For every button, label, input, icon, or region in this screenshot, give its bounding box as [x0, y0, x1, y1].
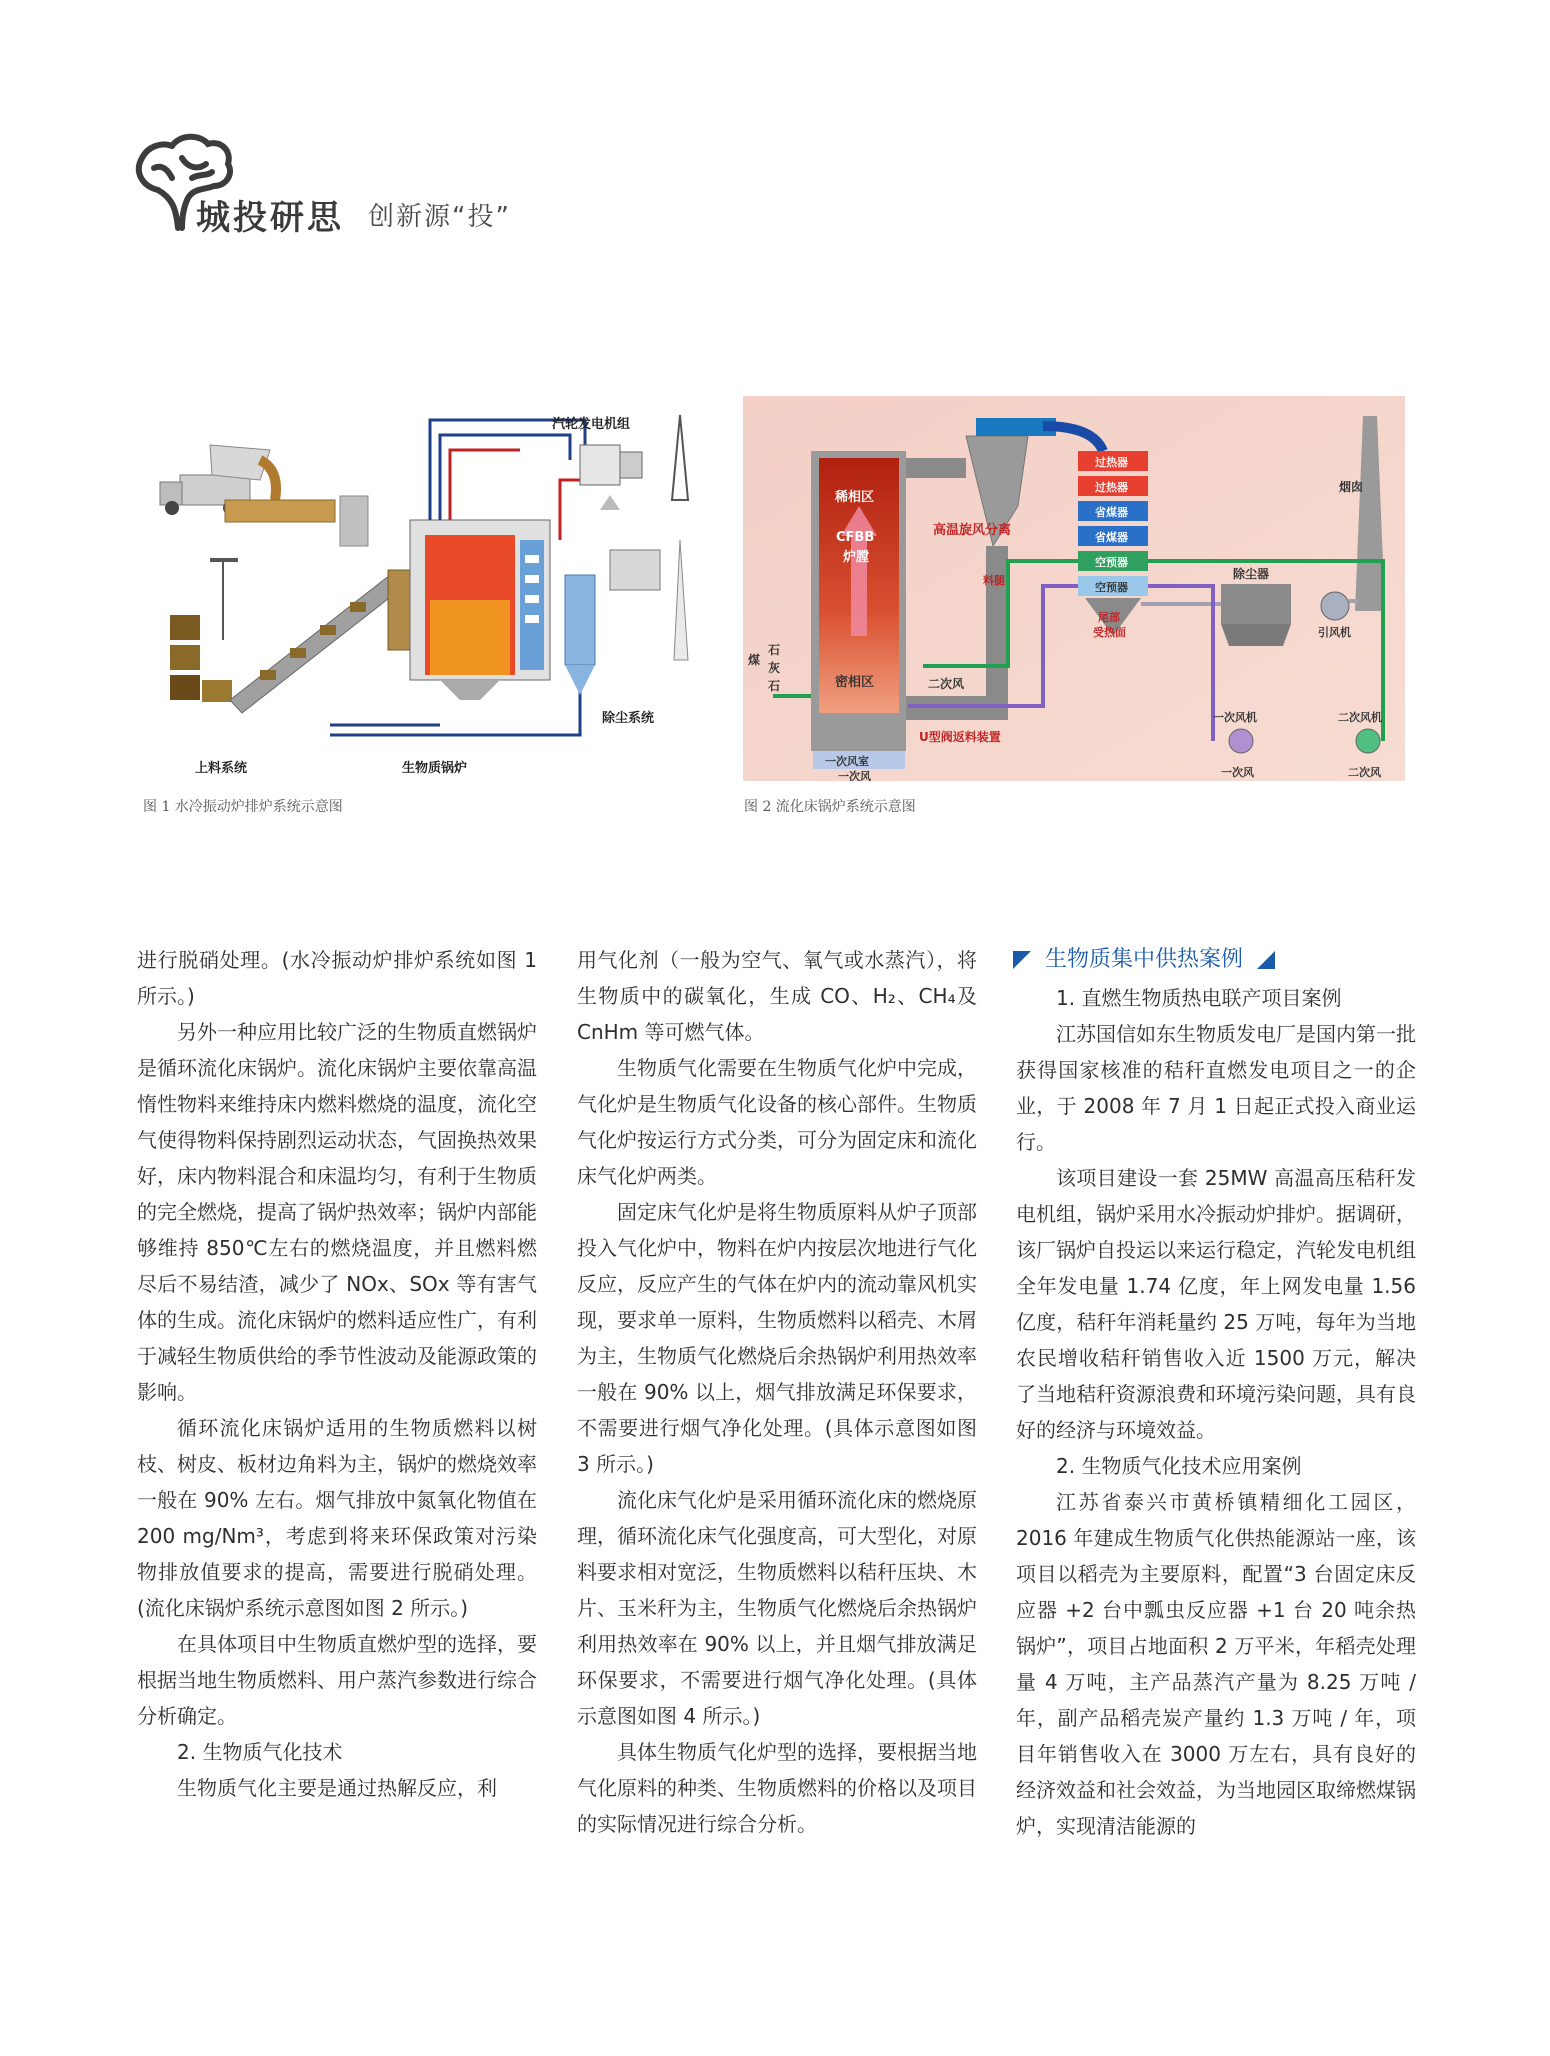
- subheading: 2. 生物质气化技术: [177, 1740, 343, 1764]
- label-chimney: 烟囱: [1339, 480, 1364, 494]
- label-limestone1: 石: [768, 643, 781, 657]
- label-dust: 除尘系统: [602, 711, 655, 726]
- section-title: [1016, 942, 1416, 978]
- label-coal: 煤: [748, 653, 761, 667]
- label-superheater1: 过热器: [1095, 456, 1128, 469]
- triangle-right-icon: [1257, 951, 1275, 969]
- label-furnace: 炉膛: [843, 550, 870, 565]
- label-primary-room: 一次风室: [825, 755, 869, 768]
- subheading: 2. 生物质气化技术应用案例: [1056, 1454, 1302, 1478]
- label-secondary-air: 二次风: [928, 677, 965, 691]
- figure-2-diagram: [743, 396, 1405, 781]
- label-secondary-air2: 二次风: [1348, 766, 1381, 779]
- label-cfbb: CFBB: [836, 530, 875, 545]
- paragraph: 江苏省泰兴市黄桥镇精细化工园区，2016 年建成生物质气化供热能源站一座，该项目以稻壳为主要原料，配置“3 台固定床反应器 +2 台中瓢虫反应器 +1 台 20 吨余热锅炉”，项目占地面积 2 万平米，年稻壳处理量 4 万吨，主产品蒸汽产量为 8.25 万吨 / 年，副产品稻壳炭产量约 1.3 万吨 / 年，项目年销售收入在 3000 万左右，具有良好的经济效益和社会效益，为当地园区取缔燃煤锅炉，实现清洁能源的: [1016, 1490, 1416, 1838]
- label-primary-air-bottom: 一次风: [838, 770, 871, 781]
- label-limestone2: 灰: [768, 661, 781, 675]
- label-local-heat1: 尾部: [1098, 611, 1120, 624]
- brand-name: 城投研思: [196, 198, 344, 238]
- label-primary-fan: 一次风机: [1213, 711, 1257, 724]
- label-limestone3: 石: [768, 679, 781, 693]
- text-column-2: [577, 942, 977, 1842]
- bales-icon: [170, 558, 238, 702]
- label-primary-air: 一次风: [1221, 766, 1254, 779]
- label-dense: 密相区: [835, 675, 875, 690]
- paragraph: 另外一种应用比较广泛的生物质直燃锅炉是循环流化床锅炉。流化床锅炉主要依靠高温惰性物料来维持床内燃料燃烧的温度，流化空气使得物料保持剧烈运动状态，气固换热效果好，床内物料混合和床温均匀，有利于生物质的完全燃烧，提高了锅炉热效率；锅炉内部能够维持 850℃左右的燃烧温度，并且燃料燃尽后不易结渣，减少了 NOx、SOx 等有害气体的生成。流化床锅炉的燃料适应性广，有利于减轻生物质供给的季节性波动及能源政策的影响。: [137, 1020, 537, 1404]
- paragraph: 循环流化床锅炉适用的生物质燃料以树枝、树皮、板材边角料为主，锅炉的燃烧效率一般在 90% 左右。烟气排放中氮氧化物值在 200 mg/Nm³，考虑到将来环保政策对污染物排放值要求的提高，需要进行脱硝处理。(流化床锅炉系统示意图如图 2 所示。): [137, 1416, 537, 1620]
- label-feeding: 上料系统: [195, 761, 248, 776]
- page-header: [128, 128, 608, 238]
- label-uvalve: U型阀返料装置: [919, 730, 1001, 744]
- label-id-fan: 引风机: [1318, 626, 1351, 639]
- label-dilute: 稀相区: [835, 490, 875, 505]
- paragraph: 用气化剂（一般为空气、氧气或水蒸汽），将生物质中的碳氧化，生成 CO、H₂、CH₄及 CnHm 等可燃气体。: [577, 948, 977, 1044]
- triangle-left-icon: [1013, 951, 1031, 969]
- paragraph: 固定床气化炉是将生物质原料从炉子顶部投入气化炉中，物料在炉内按层次地进行气化反应，反应产生的气体在炉内的流动靠风机实现，要求单一原料，生物质燃料以稻壳、木屑为主，生物质气化燃烧后余热锅炉利用热效率一般在 90% 以上，烟气排放满足环保要求，不需要进行烟气净化处理。(具体示意图如图 3 所示。): [577, 1200, 977, 1476]
- paragraph: 进行脱硝处理。(水冷振动炉排炉系统如图 1 所示。): [137, 948, 537, 1008]
- figure-1-caption: 图 1 水冷振动炉排炉系统示意图: [143, 799, 343, 815]
- paragraph: 具体生物质气化炉型的选择，要根据当地气化原料的种类、生物质燃料的价格以及项目的实际情况进行综合分析。: [577, 1740, 977, 1836]
- paragraph: 江苏国信如东生物质发电厂是国内第一批获得国家核准的秸秆直燃发电项目之一的企业，于 2008 年 7 月 1 日起正式投入商业运行。: [1016, 1022, 1416, 1154]
- label-boiler: 生物质锅炉: [402, 761, 468, 776]
- label-loop: 料腿: [983, 574, 1005, 587]
- paragraph: 生物质气化主要是通过热解反应，利: [177, 1776, 497, 1800]
- label-superheater2: 过热器: [1095, 481, 1128, 494]
- brand-slogan: 创新源“投”: [368, 202, 511, 232]
- paragraph: 生物质气化需要在生物质气化炉中完成，气化炉是生物质气化设备的核心部件。生物质气化炉按运行方式分类，可分为固定床和流化床气化炉两类。: [577, 1056, 977, 1188]
- label-dust-remover: 除尘器: [1233, 567, 1270, 581]
- label-economizer1: 省煤器: [1095, 506, 1128, 519]
- figure-1-diagram: [140, 400, 730, 785]
- label-separator: 高温旋风分离: [933, 523, 1012, 538]
- label-economizer2: 省煤器: [1095, 531, 1128, 544]
- text-column-1: [137, 942, 537, 1806]
- paragraph: 在具体项目中生物质直燃炉型的选择，要根据当地生物质燃料、用户蒸汽参数进行综合分析确定。: [137, 1632, 537, 1728]
- label-local-heat2: 受热面: [1093, 626, 1126, 639]
- label-turbine: 汽轮发电机组: [552, 417, 631, 432]
- label-secondary-fan: 二次风机: [1338, 711, 1382, 724]
- paragraph: 流化床气化炉是采用循环流化床的燃烧原理，循环流化床气化强度高，可大型化，对原料要求相对宽泛，生物质燃料以秸秆压块、木片、玉米秆为主，生物质气化燃烧后余热锅炉利用热效率在 90% 以上，并且烟气排放满足环保要求，不需要进行烟气净化处理。(具体示意图如图 4 所示。): [577, 1488, 977, 1728]
- text-column-3: [1016, 942, 1416, 1844]
- paragraph: 该项目建设一套 25MW 高温高压秸秆发电机组，锅炉采用水冷振动炉排炉。据调研，该厂锅炉自投运以来运行稳定，汽轮发电机组全年发电量 1.74 亿度，年上网发电量 1.56 亿度，秸秆年消耗量约 25 万吨，每年为当地农民增收秸秆销售收入近 1500 万元，解决了当地秸秆资源浪费和环境污染问题，具有良好的经济与环境效益。: [1016, 1166, 1416, 1442]
- section-title-text: 生物质集中供热案例: [1045, 947, 1244, 972]
- figure-2-caption: 图 2 流化床锅炉系统示意图: [744, 799, 916, 815]
- label-airpre1: 空预器: [1095, 556, 1128, 569]
- label-airpre2: 空预器: [1095, 581, 1128, 594]
- subheading: 1. 直燃生物质热电联产项目案例: [1056, 986, 1342, 1010]
